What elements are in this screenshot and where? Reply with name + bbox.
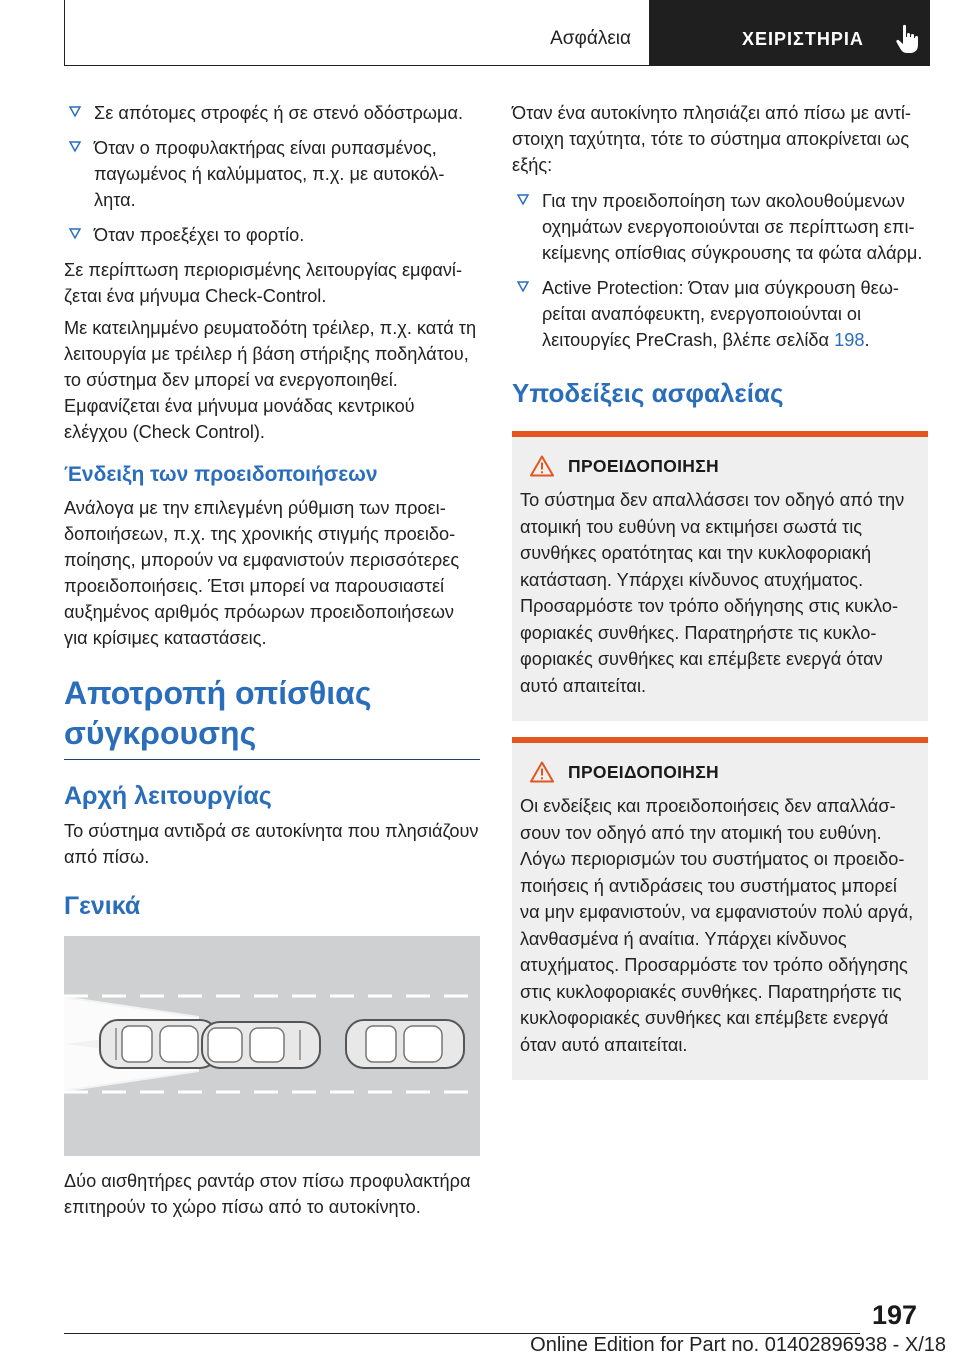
hand-pointer-icon <box>894 24 920 54</box>
warnings-display-paragraph: Ανάλογα με την επιλεγμένη ρύθμιση των προειδοποιήσεων, π.χ. της χρονικής στιγμής προειδοποίησης, μπορούν να εμφανιστούν περισσότερες προειδοποιήσεις. Έτσι μπορεί να παρουσιαστεί αυξημένος αριθμός πρόωρων προειδοποιήσεων για κρίσιμες καταστάσεις. <box>64 498 460 648</box>
warning-text: Το σύστημα δεν απαλλάσσει τον οδηγό από την ατομική του ευθύνη να εκτιμήσει σωστά τις συνθήκες ορατότητας και την κυκλοφοριακή κατάσταση. Υπάρχει κίνδυνος ατυχήματος. Προσαρμόστε τον τρόπο οδήγησης στις κυκλοφοριακές συνθήκες. Παρατηρήστε τις κυκλοφοριακές συνθήκες και επέμβετε ενεργά όταν αυτό απαιτείται. <box>520 490 905 696</box>
warning-title: ΠΡΟΕΙΔΟΠΟΙΗΣΗ <box>568 455 719 476</box>
car-ahead <box>346 1020 464 1068</box>
check-control-paragraph: Σε περίπτωση περιορισμένης λειτουργίας εμφανίζεται ένα μήνυμα Check-Control. <box>64 260 463 306</box>
triangle-bullet-icon <box>516 279 530 295</box>
triangle-bullet-icon <box>68 226 82 242</box>
general-heading: Γενικά <box>64 892 141 920</box>
illustration-caption: Δύο αισθητήρες ραντάρ στον πίσω προφυλακτήρα επιτηρούν το χώρο πίσω από το αυτοκίνητο. <box>64 1171 471 1217</box>
reaction-list <box>512 188 928 353</box>
triangle-bullet-icon <box>68 139 82 155</box>
warning-text: Οι ενδείξεις και προειδοποιήσεις δεν απαλλάσσουν τον οδηγό από την ατομική του ευθύνη. Λόγω περιορισμών του συστήματος οι προειδοποιήσεις ή αντιδράσεις του συστήματος μπορεί να μην εμφανιστούν, να εμφανιστούν πολύ αργά, λανθασμένα ή αναίτια. Υπάρχει κίνδυνος ατυχήματος. Προσαρμόστε τον τρόπο οδήγησης στις κυκλοφοριακές συνθήκες. Παρατηρήστε τις κυκλοφοριακές συνθήκες και επέμβετε ενεργά όταν αυτό απαιτείται. <box>520 796 914 1055</box>
footer-edition: Online Edition for Part no. 01402896938 - X/18 <box>530 1334 946 1356</box>
list-item: Για την προειδοποίηση των ακολουθούμενων οχημάτων ενεργοποιούνται σε περίπτωση επικείμενης οπίσθιας σύγκρουσης τα φώτα αλάρμ. <box>512 188 928 266</box>
safety-heading: Υποδείξεις ασφαλείας <box>512 378 784 408</box>
list-item: Όταν ο προφυλακτήρας είναι ρυπασμένος, παγωμένος ή καλύμματος, π.χ. με αυτοκόλλητα. <box>64 135 480 213</box>
triangle-bullet-icon <box>68 104 82 120</box>
right-column <box>512 100 928 1096</box>
triangle-bullet-icon <box>516 192 530 208</box>
radar-illustration <box>64 936 480 1156</box>
trailer-paragraph: Με κατειλημμένο ρευματοδότη τρέιλερ, π.χ. κατά τη λειτουργία με τρέιλερ ή βάση στήριξης ποδηλάτου, το σύστημα δεν μπορεί να ενεργοποιηθεί. Εμφανίζεται ένα μήνυμα μονάδας κεντρικού ελέγχου (Check Control). <box>64 318 477 442</box>
list-item: Σε απότομες στροφές ή σε στενό οδόστρωμα. <box>64 100 480 126</box>
approaching-car <box>100 1020 218 1068</box>
header-manual-tab[interactable] <box>650 0 930 66</box>
header-manual-label: ΧΕΙΡΙΣΤΗΡΙΑ <box>742 29 864 49</box>
warning-box <box>512 737 928 1080</box>
principle-heading: Αρχή λειτουργίας <box>64 782 272 810</box>
chapter-title: Αποτροπή οπίσθιας σύγκρουσης <box>64 673 480 760</box>
warning-box <box>512 431 928 721</box>
list-item: Όταν προεξέχει το φορτίο. <box>64 222 480 248</box>
page-reference-link[interactable]: 198 <box>834 330 865 350</box>
page-number: 197 <box>872 1300 918 1330</box>
list-item: Active Protection: Όταν μια σύγκρουση θεωρείται αναπόφευκτη, ενεργοποιούνται οι λειτουργίες PreCrash, βλέπε σελίδα 198. <box>512 275 928 353</box>
limitations-list <box>64 100 480 248</box>
radar-diagram-svg <box>64 936 480 1156</box>
left-column <box>64 100 480 1226</box>
warning-triangle-icon <box>530 455 554 477</box>
warning-triangle-icon <box>530 761 554 783</box>
header-section-box <box>64 0 650 66</box>
principle-paragraph: Το σύστημα αντιδρά σε αυτοκίνητα που πλησιάζουν από πίσω. <box>64 821 479 867</box>
header-section-title: Ασφάλεια <box>550 28 631 49</box>
warnings-display-heading: Ένδειξη των προειδοποιήσεων <box>64 463 378 486</box>
reaction-intro: Όταν ένα αυτοκίνητο πλησιάζει από πίσω με αντίστοιχη ταχύτητα, τότε το σύστημα αποκρίνεται ως εξής: <box>512 103 911 175</box>
own-car <box>202 1022 320 1068</box>
warning-title: ΠΡΟΕΙΔΟΠΟΙΗΣΗ <box>568 761 719 782</box>
